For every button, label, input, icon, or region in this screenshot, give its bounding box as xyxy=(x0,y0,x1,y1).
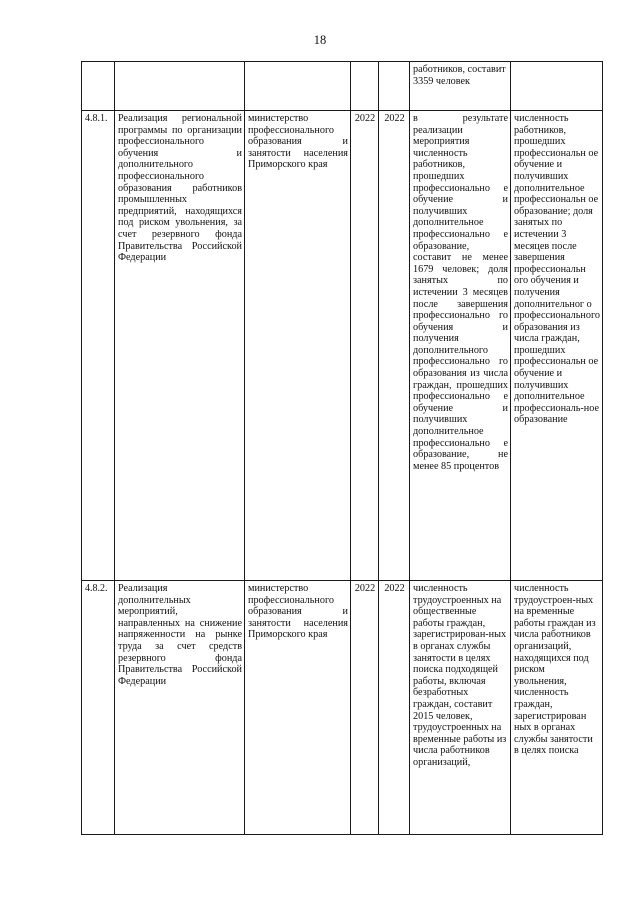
cell-executor: министерство профессионального образования и занятости населения Приморского края xyxy=(245,111,351,581)
cell-start xyxy=(351,62,379,111)
cell-result: в результате реализации мероприятия численность работников, прошедших профессионально е обучение и получивших дополнительное профессионально е образование, составит не менее 1679 человек; доля занятых по истечении 3 месяцев после завершения профессионально го обучения и получения дополнительного профессионально го образования из числа граждан, прошедших профессионально е обучение и получивших дополнительное профессионально е образование, не менее 85 процентов xyxy=(410,111,511,581)
cell-num: 4.8.1. xyxy=(82,111,115,581)
cell-num: 4.8.2. xyxy=(82,581,115,835)
program-table xyxy=(81,61,603,835)
cell-name: Реализация дополнительных мероприятий, направленных на снижение напряженности на рынке труда за счет средств резервного фонда Правительства Российской Федерации xyxy=(115,581,245,835)
cell-num xyxy=(82,62,115,111)
table-row xyxy=(82,111,603,581)
cell-executor xyxy=(245,62,351,111)
cell-executor: министерство профессионального образования и занятости населения Приморского края xyxy=(245,581,351,835)
cell-start: 2022 xyxy=(351,111,379,581)
cell-end: 2022 xyxy=(379,111,410,581)
cell-indicator: численность работников, прошедших профессиональн ое обучение и получивших дополнительное профессиональн ое образование; доля занятых по истечении 3 месяцев после завершения профессиональн ого обучения и получения дополнительног о профессионального образования из числа граждан, прошедших профессиональн ое обучение и получивших дополнительное профессиональ-ное образование xyxy=(511,111,603,581)
page-number: 18 xyxy=(313,33,327,47)
cell-result: численность трудоустроенных на общественные работы граждан, зарегистрирован-ных в органах службы занятости в целях поиска подходящей работы, включая безработных граждан, составит 2015 человек, трудоустроенных на временные работы из числа работников организаций, xyxy=(410,581,511,835)
cell-end: 2022 xyxy=(379,581,410,835)
cell-name xyxy=(115,62,245,111)
cell-name: Реализация региональной программы по организации профессионального обучения и дополнительного профессионального образования работников промышленных предприятий, находящихся под риском увольнения, за счет резервного фонда Правительства Российской Федерации xyxy=(115,111,245,581)
table-row-continuation xyxy=(82,62,603,111)
cell-start: 2022 xyxy=(351,581,379,835)
table-row xyxy=(82,581,603,835)
cell-indicator xyxy=(511,62,603,111)
cell-indicator: численность трудоустроен-ных на временные работы граждан из числа работников организаций, находящихся под риском увольнения, численность граждан, зарегистрирован ных в органах службы занятости в целях поиска xyxy=(511,581,603,835)
cell-end xyxy=(379,62,410,111)
cell-result: работников, составит 3359 человек xyxy=(410,62,511,111)
